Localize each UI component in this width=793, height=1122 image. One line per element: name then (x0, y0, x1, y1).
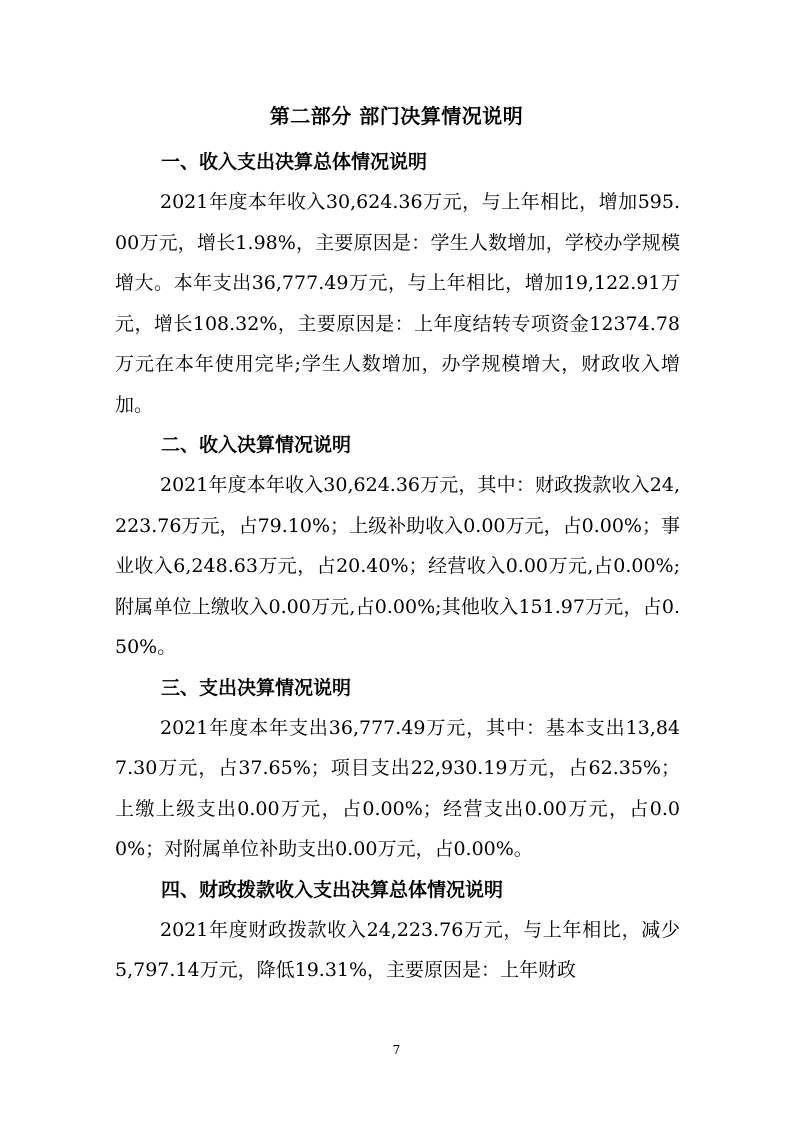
part-title: 第二部分 部门决算情况说明 (269, 104, 524, 128)
section-3 (115, 668, 680, 870)
section-paragraph: 2021年度本年支出36,777.49万元，其中：基本支出13,847.30万元，占37.65%；项目支出22,930.19万元，占62.35%；上缴上级支出0.00万元，占0.00%；经营支出0.00万元，占0.00%；对附属单位补助支出0.00万元，占0.00%。 (115, 716, 680, 860)
section-paragraph: 2021年度本年收入30,624.36万元，与上年相比，增加595.00万元，增长1.98%，主要原因是：学生人数增加，学校办学规模增大。本年支出36,777.49万元，与上年相比，增加19,122.91万元，增长108.32%，主要原因是：上年度结转专项资金12374.78万元在本年使用完毕;学生人数增加，办学规模增大，财政收入增加。 (115, 191, 680, 416)
section-heading: 三、支出决算情况说明 (161, 676, 352, 699)
section-heading: 一、收入支出决算总体情况说明 (161, 151, 428, 173)
page-number: 7 (392, 1043, 401, 1057)
document-body (115, 142, 680, 991)
section-heading: 二、收入决算情况说明 (161, 434, 352, 456)
section-paragraph: 2021年度财政拨款收入24,223.76万元，与上年相比，减少5,797.14万元，降低19.31%，主要原因是：上年财政 (115, 918, 680, 981)
section-1 (115, 142, 680, 425)
section-2 (115, 425, 680, 668)
section-4 (115, 870, 680, 991)
section-paragraph: 2021年度本年收入30,624.36万元，其中：财政拨款收入24,223.76万元，占79.10%；上级补助收入0.00万元，占0.00%；事业收入6,248.63万元，占20.40%；经营收入0.00万元,占0.00%;附属单位上缴收入0.00万元,占0.00%;其他收入151.97万元，占0.50%。 (115, 474, 680, 658)
section-heading: 四、财政拨款收入支出决算总体情况说明 (161, 878, 504, 901)
